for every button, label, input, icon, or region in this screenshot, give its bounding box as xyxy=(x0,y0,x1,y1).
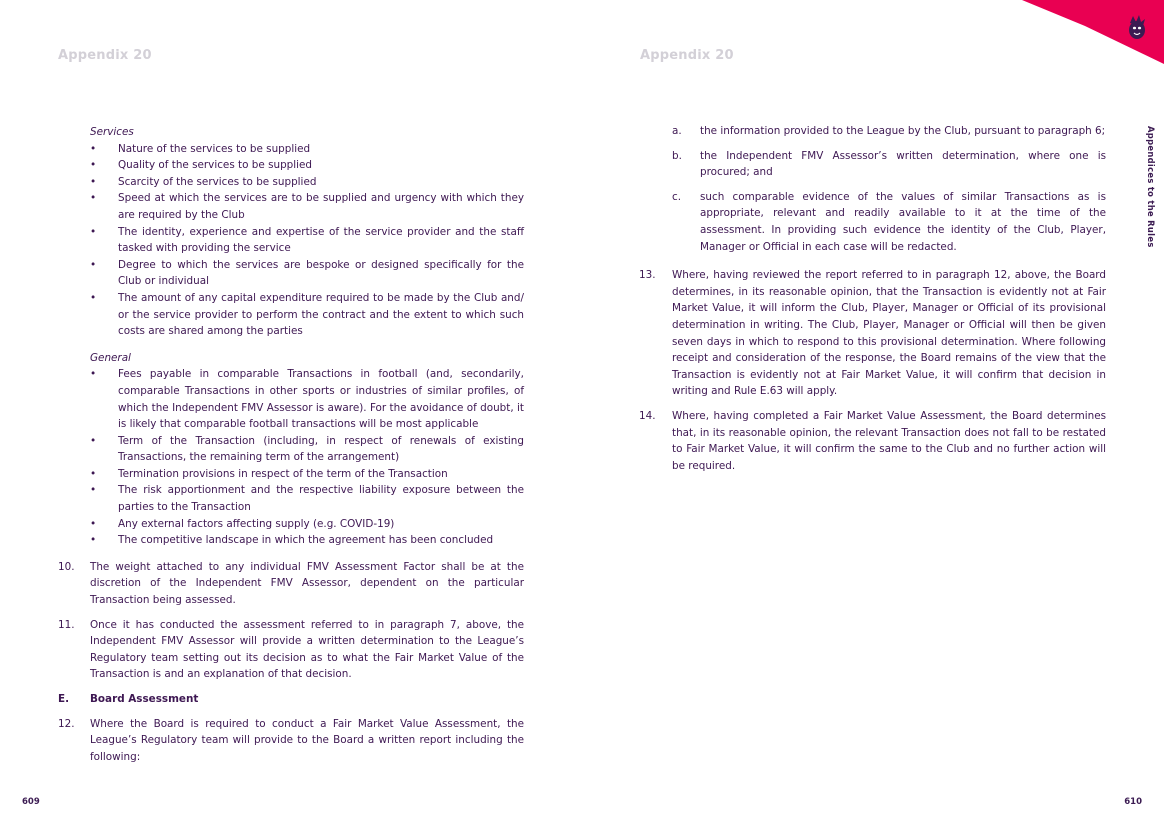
list-item: • Any external factors affecting supply (e.g. COVID-19) xyxy=(118,516,524,533)
list-item: • The competitive landscape in which the agreement has been concluded xyxy=(118,532,524,549)
paragraph-text: The weight attached to any individual FMV Assessment Factor shall be at the discretion of the Independent FMV Assessor, dependent on the particular Transaction being assessed. xyxy=(90,560,524,607)
list-item: • The identity, experience and expertise of the service provider and the staff tasked with providing the service xyxy=(118,224,524,257)
paragraph-number: 13. xyxy=(639,269,656,282)
list-item: • Scarcity of the services to be supplied xyxy=(118,174,524,191)
services-heading: Services xyxy=(90,126,134,138)
paragraph-number: 12. xyxy=(58,717,75,730)
subparagraph-c xyxy=(639,189,1106,255)
general-list xyxy=(58,366,524,549)
paragraph-10 xyxy=(58,559,524,609)
list-item: • Nature of the services to be supplied xyxy=(118,141,524,158)
paragraph-number: 11. xyxy=(58,618,75,631)
list-item: • Termination provisions in respect of the term of the Transaction xyxy=(118,466,524,483)
subparagraph-text: the information provided to the League by the Club, pursuant to paragraph 6; xyxy=(700,125,1106,137)
section-title: Board Assessment xyxy=(90,693,199,705)
section-e-heading xyxy=(58,691,524,708)
right-page-body xyxy=(639,123,1106,482)
paragraph-text: Where, having reviewed the report referred to in paragraph 12, above, the Board determines, in its reasonable opinion, that the Transaction is evidently not at Fair Market Value, it will inform the Club, Player, Manager or Official of its provisional determination in writing. The Club, Player, Manager or Official will then be given seven days in which to respond to this provisional determination. Where following receipt and consideration of the response, the Board remains of the view that the Transaction is evidently not at Fair Market Value, it will confirm that decision in writing and Rule E.63 will apply. xyxy=(672,269,1106,398)
paragraph-11 xyxy=(58,617,524,683)
list-item: • Speed at which the services are to be supplied and urgency with which they are required by the Club xyxy=(118,190,524,223)
page-number-right: 610 xyxy=(1124,797,1142,807)
subparagraph-label: a. xyxy=(672,125,682,137)
paragraph-text: Once it has conducted the assessment referred to in paragraph 7, above, the Independent FMV Assessor will provide a written determination to the League’s Regulatory team setting out its decision as to what the Fair Market Value of the Transaction is and an explanation of that decision. xyxy=(90,618,524,681)
left-page-body xyxy=(58,124,524,773)
paragraph-14 xyxy=(639,408,1106,474)
page-title-left: Appendix 20 xyxy=(58,48,152,63)
page-title-right: Appendix 20 xyxy=(640,48,734,63)
services-list xyxy=(58,141,524,340)
paragraph-number: 14. xyxy=(639,409,656,422)
list-item: • The amount of any capital expenditure required to be made by the Club and/ or the service provider to perform the contract and the extent to which such costs are shared among the parties xyxy=(118,290,524,340)
section-side-label: Appendices to the Rules xyxy=(1146,126,1156,248)
subparagraph-b xyxy=(639,148,1106,181)
page-number-left: 609 xyxy=(22,797,40,807)
subparagraph-text: the Independent FMV Assessor’s written determination, where one is procured; and xyxy=(700,149,1106,179)
subparagraph-label: c. xyxy=(672,190,682,203)
list-item: • Degree to which the services are bespoke or designed specifically for the Club or individual xyxy=(118,257,524,290)
subparagraph-label: b. xyxy=(672,149,682,162)
brand-wedge xyxy=(1022,0,1164,64)
general-heading: General xyxy=(90,351,131,364)
list-item: • The risk apportionment and the respective liability exposure between the parties to the Transaction xyxy=(118,482,524,515)
list-item: • Term of the Transaction (including, in respect of renewals of existing Transactions, the remaining term of the arrangement) xyxy=(118,433,524,466)
list-item: • Quality of the services to be supplied xyxy=(118,157,524,174)
paragraph-13 xyxy=(639,267,1106,400)
paragraph-text: Where, having completed a Fair Market Value Assessment, the Board determines that, in its reasonable opinion, the relevant Transaction does not fall to be restated to Fair Market Value, it will confirm the same to the Club and no further action will be required. xyxy=(672,409,1106,472)
subparagraph-a xyxy=(639,123,1106,140)
paragraph-text: Where the Board is required to conduct a Fair Market Value Assessment, the League’s Regulatory team will provide to the Board a written report including the following: xyxy=(90,717,524,763)
list-item: • Fees payable in comparable Transactions in football (and, secondarily, comparable Transactions in other sports or industries of similar profiles, of which the Independent FMV Assessor is aware). For the avoidance of doubt, it is likely that comparable football transactions will be most applicable xyxy=(118,366,524,432)
subparagraph-text: such comparable evidence of the values of similar Transactions as is appropriate, relevant and readily available to it at the time of the assessment. In providing such evidence the identity of the Club, Player, Manager or Official in each case will be redacted. xyxy=(700,190,1106,253)
paragraph-number: 10. xyxy=(58,560,75,573)
lion-crest-icon xyxy=(1129,15,1145,39)
section-letter: E. xyxy=(58,693,70,705)
paragraph-12 xyxy=(58,716,524,766)
